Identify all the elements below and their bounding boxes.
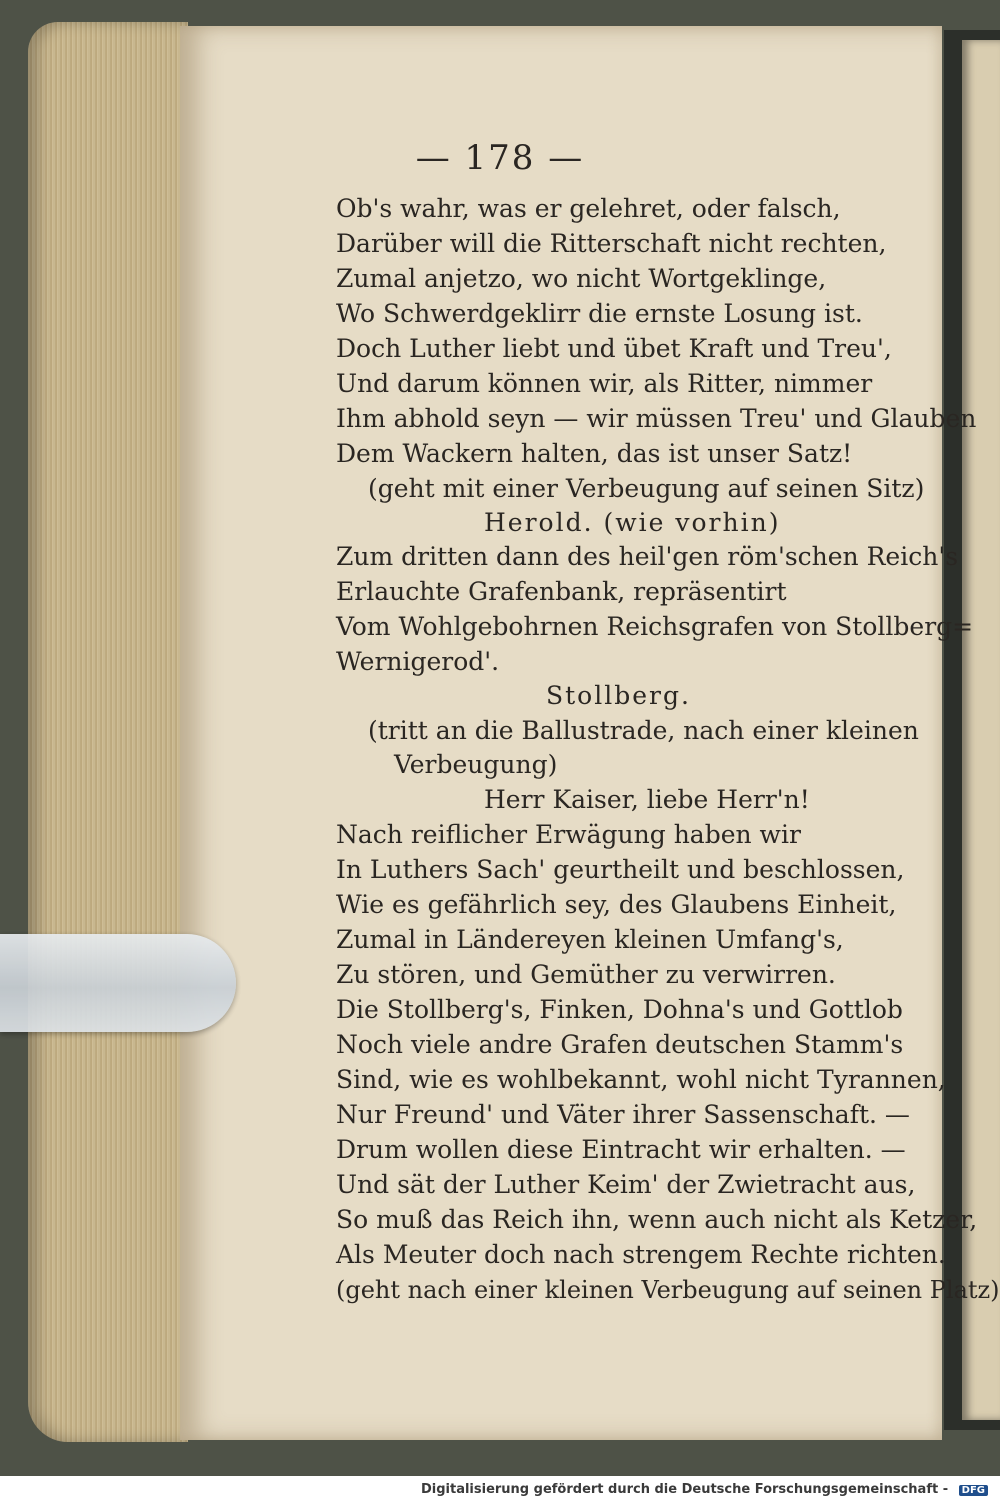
text-line: Als Meuter doch nach strengem Rechte richten. bbox=[336, 1240, 946, 1269]
text-line: Wernigerod'. bbox=[336, 647, 500, 676]
digitization-footer bbox=[0, 1476, 1000, 1504]
text-line: Zum dritten dann des heil'gen röm'schen Reich's bbox=[336, 542, 959, 571]
text-line: Wo Schwerdgeklirr die ernste Losung ist. bbox=[336, 299, 863, 328]
text-line: Noch viele andre Grafen deutschen Stamm's bbox=[336, 1030, 904, 1059]
text-line: Und darum können wir, als Ritter, nimmer bbox=[336, 369, 873, 398]
stage-direction: (tritt an die Ballustrade, nach einer kleinen bbox=[368, 716, 919, 745]
text-line: Und sät der Luther Keim' der Zwietracht aus, bbox=[336, 1170, 916, 1199]
footer-credit: Digitalisierung gefördert durch die Deutsche Forschungsgemeinschaft - bbox=[420, 1482, 949, 1497]
text-line: Drum wollen diese Eintracht wir erhalten. — bbox=[336, 1135, 906, 1164]
text-line: Dem Wackern halten, das ist unser Satz! bbox=[336, 439, 853, 468]
text-line: So muß das Reich ihn, wenn auch nicht als Ketzer, bbox=[336, 1205, 978, 1234]
text-line: Ihm abhold seyn — wir müssen Treu' und Glauben bbox=[336, 404, 977, 433]
book-page-edges bbox=[28, 22, 188, 1442]
text-line: Herr Kaiser, liebe Herr'n! bbox=[484, 785, 810, 814]
text-line: Ob's wahr, was er gelehret, oder falsch, bbox=[336, 194, 841, 223]
dfg-logo-icon: DFG bbox=[959, 1485, 988, 1496]
text-line: In Luthers Sach' geurtheilt und beschlossen, bbox=[336, 855, 905, 884]
text-line: Zumal anjetzo, wo nicht Wortgeklinge, bbox=[336, 264, 827, 293]
page-clip-holder bbox=[0, 934, 236, 1032]
text-line: Zu stören, und Gemüther zu verwirren. bbox=[336, 960, 836, 989]
text-line: Die Stollberg's, Finken, Dohna's und Gottlob bbox=[336, 995, 903, 1024]
speaker-name: Herold. (wie vorhin) bbox=[484, 508, 781, 537]
page-number: — 178 — bbox=[415, 138, 585, 178]
text-line: Sind, wie es wohlbekannt, wohl nicht Tyrannen, bbox=[336, 1065, 946, 1094]
text-line: Darüber will die Ritterschaft nicht rechten, bbox=[336, 229, 887, 258]
text-line: Nach reiflicher Erwägung haben wir bbox=[336, 820, 801, 849]
text-line: Zumal in Ländereyen kleinen Umfang's, bbox=[336, 925, 844, 954]
text-line: Erlauchte Grafenbank, repräsentirt bbox=[336, 577, 787, 606]
stage-direction: (geht nach einer kleinen Verbeugung auf seinen Platz) bbox=[336, 1276, 1000, 1304]
text-line: Doch Luther liebt und übet Kraft und Treu', bbox=[336, 334, 892, 363]
speaker-name: Stollberg. bbox=[546, 681, 691, 710]
stage-direction: (geht mit einer Verbeugung auf seinen Sitz) bbox=[368, 474, 925, 503]
text-line: Nur Freund' und Väter ihrer Sassenschaft. — bbox=[336, 1100, 910, 1129]
footer-text bbox=[421, 1482, 988, 1497]
text-line: Vom Wohlgebohrnen Reichsgrafen von Stollberg= bbox=[336, 612, 974, 641]
stage-direction: Verbeugung) bbox=[394, 750, 558, 779]
text-line: Wie es gefährlich sey, des Glaubens Einheit, bbox=[336, 890, 897, 919]
